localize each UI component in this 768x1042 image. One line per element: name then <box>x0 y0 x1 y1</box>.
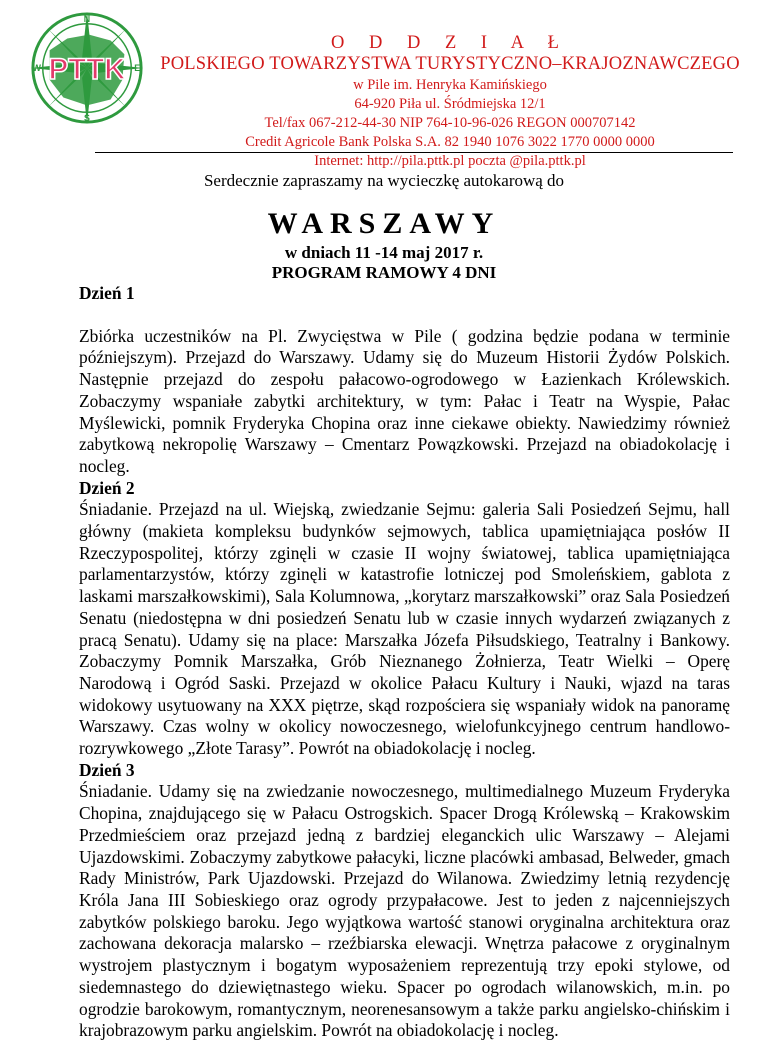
header-divider <box>95 152 733 153</box>
letterhead <box>0 0 768 169</box>
day-3-text: Śniadanie. Udamy się na zwiedzanie nowoczesnego, multimedialnego Muzeum Fryderyka Chopina, znajdującego się w Pałacu Ostrogskich. Spacer Drogą Królewską – Krakowskim Przedmieściem oraz przejazd jedną z bardziej eleganckich ulic Warszawy – Alejami Ujazdowskimi. Zobaczymy zabytkowe pałacyki, liczne placówki ambasad, Belweder, gmach Rady Ministrów, Park Ujazdowski. Przejazd do Wilanowa. Zwiedzimy letnią rezydencję Króla Jana III Sobieskiego oraz ogrody przypałacowe. Jest to jeden z najcenniejszych zabytków polskiego baroku. Jego wyjątkowa wartość stanowi oryginalna architektura oraz zachowana dekoracja malarsko – rzeźbiarska elewacji. Wnętrza pałacowe z oryginalnym wystrojem plastycznym i bogatym wyposażeniem reprezentują trzy epoki stylowe, od siedemnastego do dziewiętnastego wieku. Spacer po ogrodach wilanowskich, m.in. po ogrodzie barokowym, romantycznym, neorenesansowym a także parku angielsko-chińskim i krajobrazowym parku angielskim. Powrót na obiadokolację i nocleg. <box>79 781 730 1041</box>
org-phone: Tel/fax 067-212-44-30 NIP 764-10-96-026 REGON 000707142 <box>264 115 636 131</box>
logo-text: PTTK <box>48 52 126 86</box>
day-1-text: Zbiórka uczestników na Pl. Zwycięstwa w Pile ( godzina będzie podana w terminie późniejszym). Przejazd do Warszawy. Udamy się do Muzeum Historii Żydów Polskich. Następnie przejazd do zespołu pałacowo-ogrodowego w Łazienkach Królewskich. Zobaczymy wspaniałe zabytki architektury, w tym: Pałac i Teatr na Wyspie, Pałac Myślewicki, pomnik Fryderyka Chopina oraz inne ciekawe obiekty. Nawiedzimy również zabytkową nekropolię Warszawy – Cmentarz Powązkowski. Przejazd na obiadokolację i nocleg. <box>79 325 730 476</box>
org-address: 64-920 Piła ul. Śródmiejska 12/1 <box>354 96 546 112</box>
compass-east: E <box>134 62 141 73</box>
org-title-line1: O D D Z I A Ł <box>331 33 569 53</box>
day-1-title: Dzień 1 <box>79 283 135 303</box>
org-internet: Internet: http://pila.pttk.pl poczta @pila.pttk.pl <box>314 153 586 169</box>
compass-south: S <box>84 113 90 124</box>
compass-north: N <box>83 13 91 24</box>
compass-west: W <box>32 62 42 73</box>
pttk-logo <box>28 9 146 127</box>
org-subtitle: w Pile im. Henryka Kamińskiego <box>353 77 547 93</box>
program-title: PROGRAM RAMOWY 4 DNI <box>271 263 497 282</box>
day-2-text: Śniadanie. Przejazd na ul. Wiejską, zwiedzanie Sejmu: galeria Sali Posiedzeń Sejmu, hall główny (makieta kompleksu budynków sejmowych, tablica upamiętniająca posłów II Rzeczypospolitej, którzy zginęli w czasie II wojny światowej, tablica upamiętniająca parlamentarzystów, którzy zginęli w katastrofie lotniczej pod Smoleńskiem, gablota z laskami marszałkowskimi), Sala Kolumnowa, „korytarz marszałkowski” oraz Sala Posiedzeń Senatu (niedostępna w dni posiedzeń Senatu lub w czasie innych wydarzeń związanych z pracą Senatu). Udamy się na place: Marszałka Józefa Piłsudskiego, Teatralny i Bankowy. Zobaczymy Pomnik Marszałka, Grób Nieznanego Żołnierza, Teatr Wielki – Operę Narodową i Ogród Saski. Przejazd w okolice Pałacu Kultury i Nauki, wjazd na taras widokowy usytuowany na XXX piętrze, skąd rozpościera się wspaniały widok na panoramę Warszawy. Czas wolny w okolicy nowoczesnego, wielofunkcyjnego centrum handlowo-rozrywkowego „Złote Tarasy”. Powrót na obiadokolację i nocleg. <box>79 499 730 759</box>
invitation-text: Serdecznie zapraszamy na wycieczkę autokarową do <box>203 171 565 190</box>
trip-dates: w dniach 11 -14 maj 2017 r. <box>284 243 484 262</box>
destination-title: WARSZAWY <box>267 207 501 240</box>
day-2-title: Dzień 2 <box>79 477 135 498</box>
org-bank: Credit Agricole Bank Polska S.A. 82 1940 1076 3022 1770 0000 0000 <box>245 134 655 150</box>
program-content <box>79 283 730 1042</box>
organization-info <box>150 33 750 171</box>
org-title-line2: POLSKIEGO TOWARZYSTWA TURYSTYCZNO–KRAJOZNAWCZEGO <box>160 54 740 74</box>
day-3-title: Dzień 3 <box>79 759 135 780</box>
